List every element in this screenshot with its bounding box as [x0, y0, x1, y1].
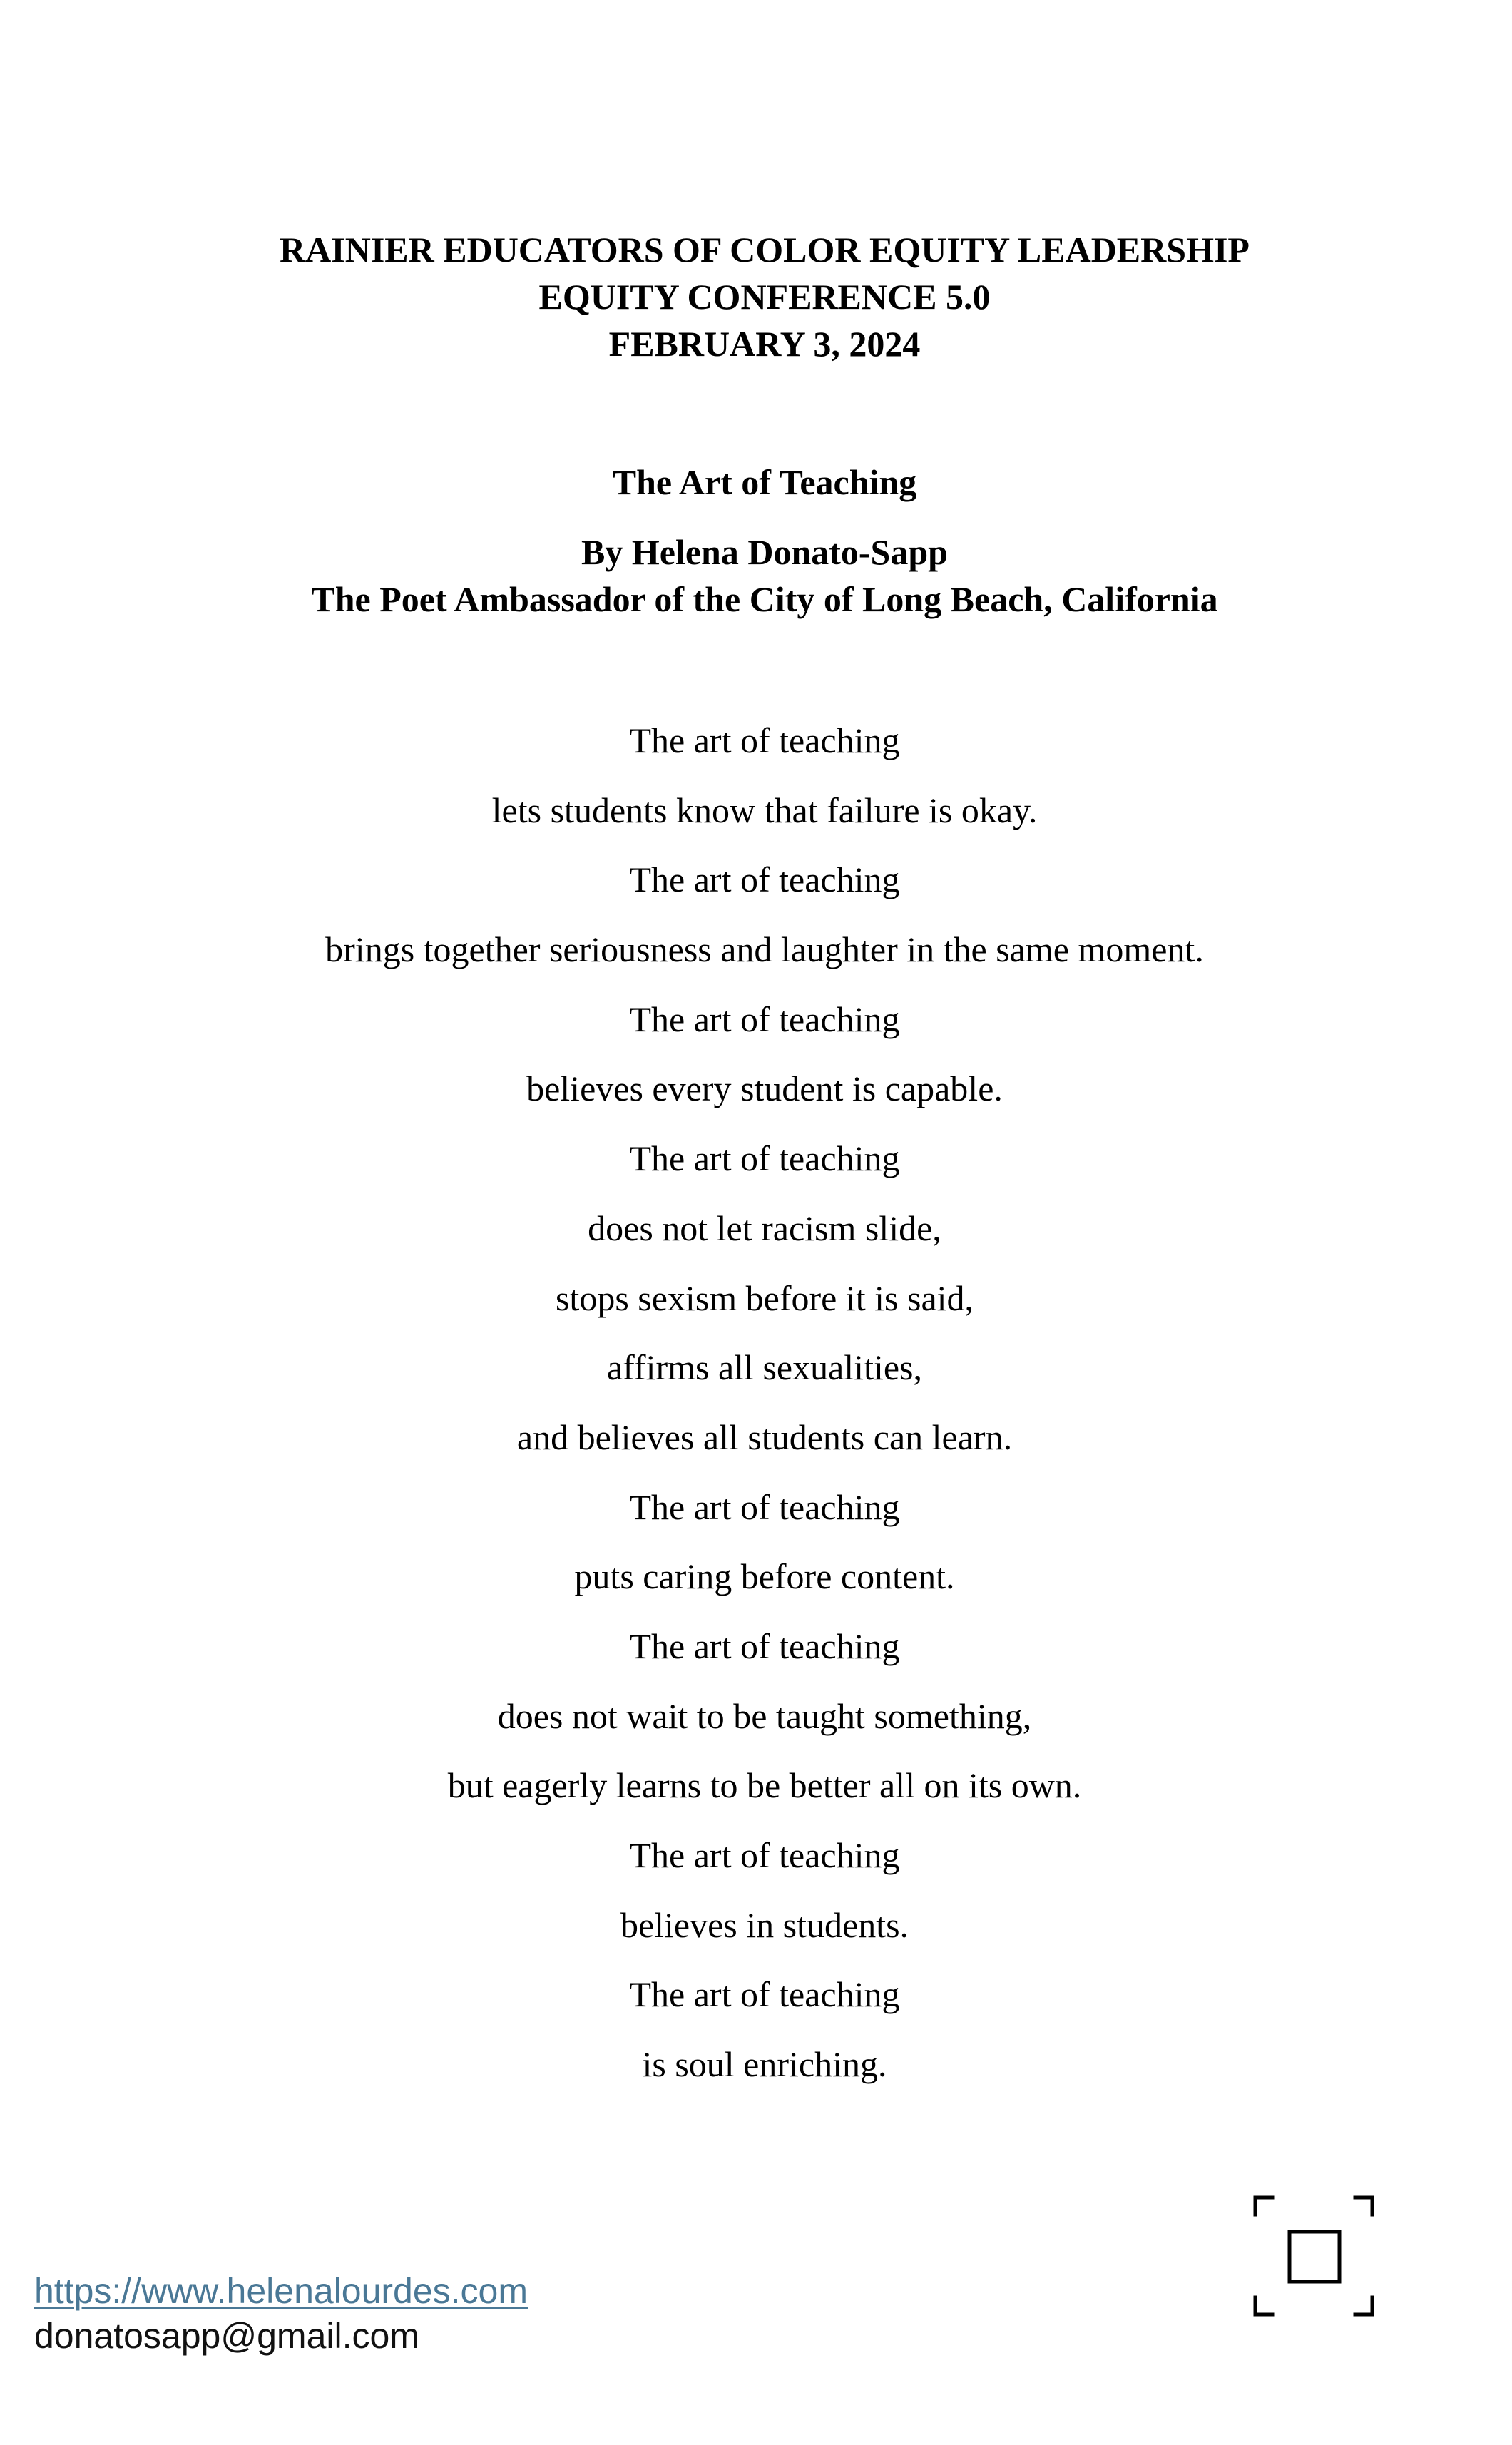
- poem-line: The art of teaching: [629, 720, 900, 760]
- author-name: By Helena Donato-Sapp: [581, 532, 948, 572]
- poem-line: stops sexism before it is said,: [555, 1277, 974, 1318]
- poem-line: puts caring before content.: [574, 1556, 955, 1597]
- poem-line: The art of teaching: [629, 999, 900, 1039]
- poem-title: The Art of Teaching: [612, 462, 917, 502]
- header-conference: EQUITY CONFERENCE 5.0: [538, 277, 991, 317]
- poem-line: The art of teaching: [629, 1625, 900, 1666]
- poem-title-block: [0, 459, 1512, 506]
- poem-line: The art of teaching: [629, 859, 900, 900]
- poem-line: The art of teaching: [629, 1486, 900, 1527]
- poem-line: The art of teaching: [629, 1974, 900, 2015]
- poem-body: [0, 717, 1512, 2110]
- website-link[interactable]: https://www.helenalourdes.com: [34, 2271, 528, 2311]
- contact-email: donatosapp@gmail.com: [34, 2316, 419, 2356]
- poem-line: The art of teaching: [629, 1835, 900, 1875]
- poem-line: and believes all students can learn.: [516, 1417, 1013, 1457]
- poem-line: but eagerly learns to be better all on its own.: [447, 1765, 1082, 1806]
- poem-line: does not wait to be taught something,: [497, 1695, 1032, 1736]
- conference-header: [0, 226, 1512, 367]
- fullscreen-icon[interactable]: [1250, 2192, 1378, 2320]
- contact-footer: [34, 2269, 528, 2359]
- header-organization: RAINIER EDUCATORS OF COLOR EQUITY LEADERSHIP: [280, 230, 1250, 270]
- poem-line: believes every student is capable.: [526, 1068, 1003, 1109]
- poem-line: lets students know that failure is okay.: [491, 790, 1038, 830]
- poem-line: is soul enriching.: [642, 2044, 887, 2085]
- poem-line: believes in students.: [620, 1904, 909, 1945]
- poem-line: affirms all sexualities,: [606, 1347, 923, 1388]
- byline: [0, 529, 1512, 623]
- poem-line: does not let racism slide,: [588, 1208, 941, 1248]
- author-role: The Poet Ambassador of the City of Long Beach, California: [311, 579, 1218, 619]
- poem-line: The art of teaching: [629, 1138, 900, 1179]
- poem-line: brings together seriousness and laughter in the same moment.: [325, 929, 1204, 970]
- header-date: FEBRUARY 3, 2024: [608, 324, 921, 364]
